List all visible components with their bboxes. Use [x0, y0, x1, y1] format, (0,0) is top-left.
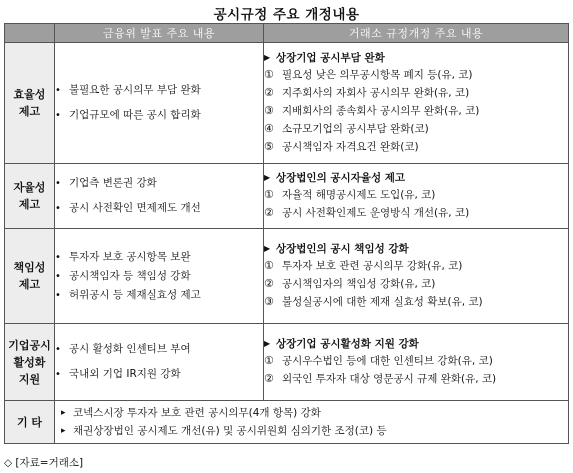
list-item-text: 소규모기업의 공시부담 완화(코) — [282, 123, 429, 135]
list-item-text: 지배회사의 종속회사 공시의무 완화(유, 코) — [282, 105, 480, 117]
section-heading — [264, 170, 568, 186]
item-number: ① — [264, 354, 274, 367]
left-list — [55, 250, 263, 303]
list-item-text: 자율적 해명공시제도 도입(유, 코) — [282, 189, 436, 201]
list-item-text: 필요성 낮은 의무공시항목 폐지 등(유, 코) — [282, 69, 473, 81]
bullet-icon: • — [55, 270, 61, 282]
list-item-text: 외국인 투자자 대상 영문공시 규제 완화(유, 코) — [282, 373, 497, 385]
bullet-icon: • — [55, 289, 61, 301]
right-list — [264, 66, 568, 156]
list-item — [55, 176, 263, 191]
right-cell — [264, 229, 569, 324]
item-number: ② — [264, 86, 274, 99]
category-misc: 기 타 — [5, 401, 55, 444]
list-item — [55, 269, 263, 284]
header-left: 금융위 발표 주요 내용 — [55, 24, 264, 43]
list-item-text: 불성실공시에 대한 제재 실효성 확보(유, 코) — [282, 296, 483, 308]
category-label — [5, 229, 55, 324]
item-number: ④ — [264, 122, 274, 135]
table-row — [5, 164, 569, 229]
category-line: 활성화 — [13, 355, 46, 369]
item-number: ② — [264, 206, 274, 219]
item-number: ② — [264, 372, 274, 385]
list-item — [264, 204, 568, 222]
list-item — [264, 275, 568, 293]
table-header-row — [5, 24, 569, 43]
left-cell — [55, 164, 264, 229]
list-item — [264, 84, 568, 102]
list-item-text: 공시책임자의 책임성 강화(유, 코) — [282, 278, 436, 290]
bullet-icon: • — [55, 178, 61, 189]
arrow-bullet-icon: ▸ — [61, 426, 66, 436]
bullet-icon: • — [55, 344, 61, 355]
left-list — [55, 176, 263, 216]
category-line: 효율성 — [13, 88, 46, 101]
list-item — [55, 83, 263, 98]
list-item-text: 공시우수법인 등에 대한 인센티브 강화(유, 코) — [282, 355, 493, 367]
item-number: ① — [264, 188, 274, 201]
right-list — [264, 352, 568, 388]
list-item-text: 공시 활성화 인센티브 부여 — [69, 343, 191, 355]
list-item — [264, 293, 568, 311]
section-heading-text: 상장기업 공시활성화 지원 강화 — [276, 338, 419, 350]
list-item — [264, 352, 568, 370]
category-line: 제고 — [18, 105, 41, 118]
misc-cell — [55, 401, 569, 444]
triangle-bullet-icon: ▶ — [264, 173, 271, 182]
list-item-text: 투자자 보호 관련 공시의무 강화(유, 코) — [282, 260, 463, 272]
header-spacer — [5, 24, 55, 43]
list-item-text: 공시책임자 등 책임성 강화 — [69, 269, 191, 282]
left-cell — [55, 229, 264, 324]
section-heading — [264, 50, 568, 66]
bullet-icon: • — [55, 369, 61, 380]
section-heading-text: 상장법인의 공시 책임성 강화 — [276, 243, 409, 255]
section-heading — [264, 336, 568, 352]
item-number: ② — [264, 277, 274, 290]
list-item — [61, 422, 562, 440]
right-cell — [264, 164, 569, 229]
list-item — [264, 186, 568, 204]
list-item-text: 투자자 보호 공시항목 보완 — [69, 250, 191, 263]
page-title: 공시규정 주요 개정내용 — [213, 7, 360, 23]
table-row-misc — [5, 401, 569, 444]
list-item-text: 불필요한 공시의무 부담 완화 — [69, 84, 201, 96]
list-item — [55, 108, 263, 123]
item-number: ③ — [264, 295, 274, 308]
list-item — [61, 404, 562, 422]
list-item — [55, 342, 263, 357]
table-row — [5, 229, 569, 324]
category-label — [5, 43, 55, 164]
category-line: 책임성 — [13, 261, 46, 274]
item-number: ③ — [264, 104, 274, 117]
list-item-text: 기업측 변론권 강화 — [69, 177, 157, 189]
list-item-text: 공시 사전확인제도 운영방식 개선(유, 코) — [282, 207, 470, 219]
arrow-bullet-icon: ▸ — [61, 408, 66, 418]
left-cell — [55, 43, 264, 164]
triangle-bullet-icon: ▶ — [264, 53, 271, 62]
section-heading-text: 상장법인의 공시자율성 제고 — [276, 172, 406, 184]
category-line: 제고 — [18, 278, 41, 291]
list-item — [55, 250, 263, 265]
category-line: 자율성 — [13, 181, 46, 194]
right-cell — [264, 324, 569, 401]
item-number: ⑤ — [264, 140, 274, 153]
right-list — [264, 257, 568, 311]
bullet-icon: • — [55, 110, 61, 121]
list-item-text: 국내외 기업 IR지원 강화 — [69, 368, 181, 380]
list-item — [264, 257, 568, 275]
list-item — [264, 370, 568, 388]
list-item-text: 지주회사의 자회사 공시의무 완화(유, 코) — [282, 87, 470, 99]
list-item — [55, 288, 263, 303]
header-right: 거래소 규정개정 주요 내용 — [264, 24, 569, 43]
section-heading-text: 상장기업 공시부담 완화 — [276, 52, 385, 64]
category-line: 제고 — [18, 198, 41, 211]
bullet-icon: • — [55, 203, 61, 214]
table-row — [5, 324, 569, 401]
list-item — [264, 138, 568, 156]
list-item — [55, 201, 263, 216]
section-heading — [264, 241, 568, 257]
left-list — [55, 342, 263, 382]
misc-list — [61, 404, 562, 440]
list-item — [264, 66, 568, 84]
category-label — [5, 324, 55, 401]
list-item — [264, 120, 568, 138]
list-item-text: 채권상장법인 공시제도 개선(유) 및 공시위원회 심의기한 조정(코) 등 — [73, 425, 387, 437]
list-item — [55, 367, 263, 382]
right-cell — [264, 43, 569, 164]
category-line: 지원 — [18, 372, 41, 386]
list-item-text: 기업규모에 따른 공시 합리화 — [69, 109, 201, 121]
source-note: ◇ [자료=거래소] — [4, 457, 84, 469]
comparison-table — [4, 23, 569, 444]
list-item-text: 공시책임자 자격요건 완화(코) — [282, 141, 419, 153]
list-item-text: 허위공시 등 제재실효성 제고 — [69, 288, 201, 301]
left-list — [55, 83, 263, 123]
category-label — [5, 164, 55, 229]
item-number: ① — [264, 68, 274, 81]
left-cell — [55, 324, 264, 401]
list-item — [264, 102, 568, 120]
list-item-text: 코넥스시장 투자자 보호 관련 공시의무(4개 항목) 강화 — [73, 407, 321, 419]
category-line: 기업공시 — [8, 338, 51, 352]
triangle-bullet-icon: ▶ — [264, 339, 271, 348]
right-list — [264, 186, 568, 222]
list-item-text: 공시 사전확인 면제제도 개선 — [69, 202, 201, 214]
item-number: ① — [264, 259, 274, 272]
table-row — [5, 43, 569, 164]
triangle-bullet-icon: ▶ — [264, 244, 271, 253]
table-body — [5, 43, 569, 401]
bullet-icon: • — [55, 251, 61, 263]
bullet-icon: • — [55, 85, 61, 96]
